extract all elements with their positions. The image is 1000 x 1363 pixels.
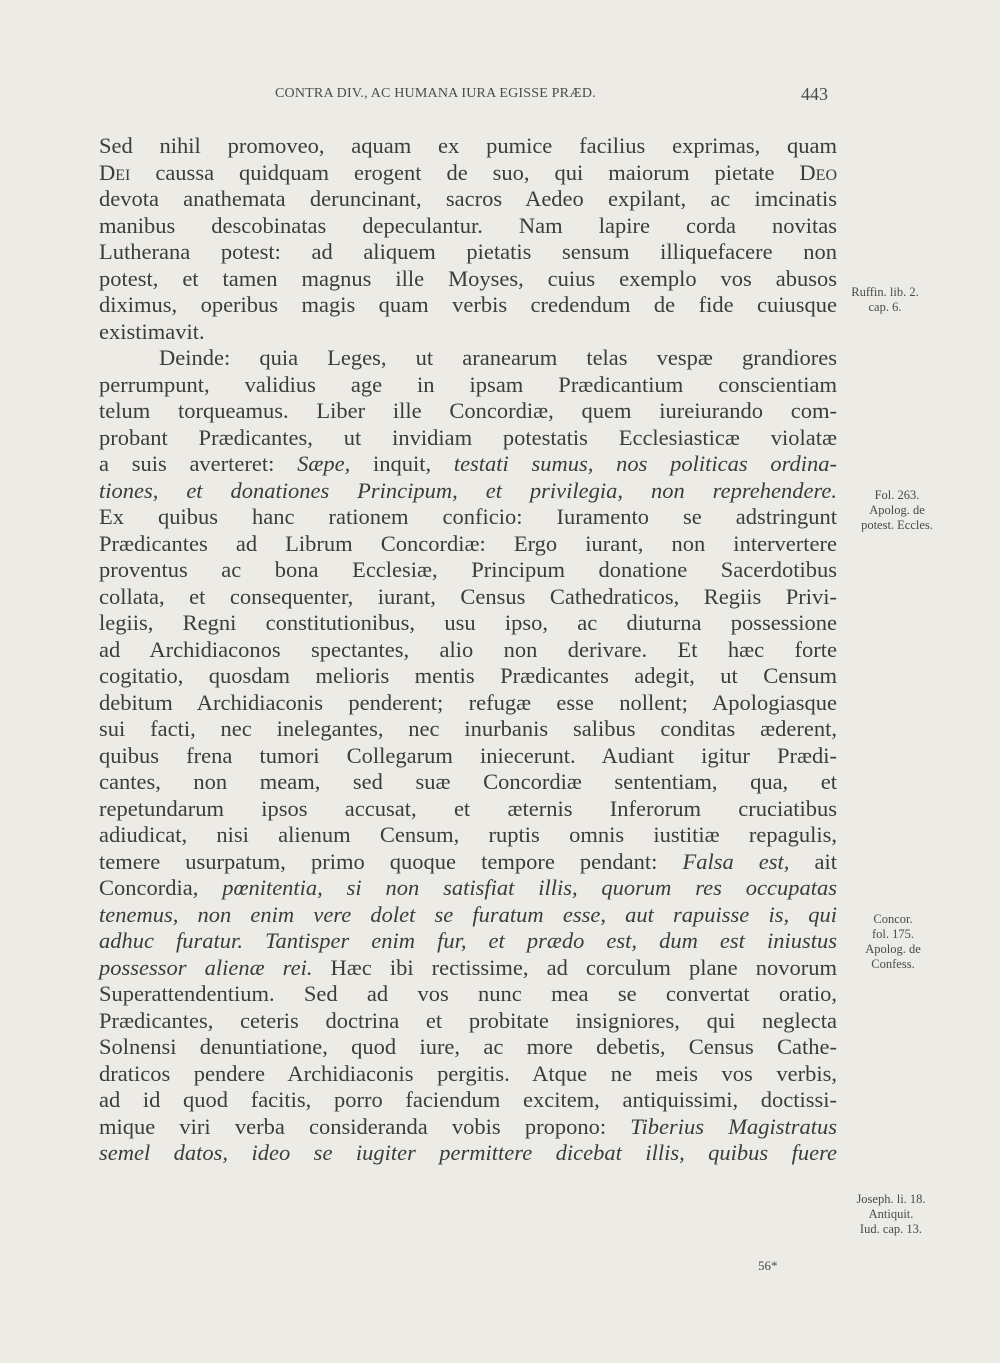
text-line [99, 345, 837, 372]
text-line [99, 319, 837, 346]
text-line [99, 1114, 837, 1141]
text-line [99, 743, 837, 770]
margin-note-line: Confess. [871, 957, 915, 971]
body-text [99, 133, 837, 1167]
text-line [99, 213, 837, 240]
text-run: existimavit. [99, 318, 205, 344]
text-run: cogitatio, quosdam melioris mentis Prædicantes adegit, ut Censum [99, 663, 837, 688]
text-run: ait [789, 848, 837, 874]
text-line [99, 1140, 837, 1167]
text-run: testati sumus, nos politicas ordina- [453, 451, 837, 476]
margin-note-line: Apolog. de [865, 942, 921, 956]
text-run: Ex quibus hanc rationem conficio: Iuramento se adstringunt [99, 504, 837, 529]
signature-mark: 56* [758, 1258, 778, 1273]
text-run: Superattendentium. Sed ad vos nunc mea se convertat oratio, [99, 981, 837, 1006]
text-run: Sed nihil promoveo, aquam ex pumice facilius exprimas, quam [99, 133, 837, 158]
text-run: semel datos, ideo se iugiter permittere dicebat illis, quibus fuere [99, 1140, 837, 1165]
text-line [99, 955, 837, 982]
text-run: adhuc furatur. Tantisper enim fur, et prædo est, dum est iniustus [99, 928, 837, 953]
margin-note-line: Joseph. li. 18. [856, 1192, 926, 1206]
text-run: debitum Archidiaconis penderent; refugæ esse nollent; Apologiasque [99, 689, 837, 715]
text-line [99, 822, 837, 849]
margin-note-line: Antiquit. [868, 1207, 914, 1221]
text-run: Lutherana potest: ad aliquem pietatis sensum illiquefacere non [99, 239, 837, 264]
text-run: Deo [799, 159, 837, 185]
text-line [99, 425, 837, 452]
text-run: legiis, Regni constitutionibus, usu ipso, ac diuturna possessione [99, 610, 837, 635]
text-run: sui facti, nec inelegantes, nec inurbanis salibus conditas æderent, [99, 716, 837, 741]
text-line [99, 928, 837, 955]
text-line [99, 902, 837, 929]
text-run: ad id quod facitis, porro faciendum excitem, antiquissimi, doctissi- [99, 1087, 837, 1112]
text-run: tiones, et donationes Principum, et privilegia, non reprehendere. [99, 477, 837, 503]
text-run: Sæpe, [297, 451, 351, 476]
text-run: caussa quidquam erogent de suo, qui maiorum pietate [130, 159, 800, 185]
text-line [99, 981, 837, 1008]
text-run: manibus descobinatas depeculantur. Nam lapire corda novitas [99, 212, 837, 238]
text-line [99, 637, 837, 664]
text-run: perrumpunt, validius age in ipsam Prædicantium conscientiam [99, 371, 837, 397]
text-run: possessor alienæ rei. [99, 954, 313, 980]
text-run: Deinde: quia Leges, ut aranearum telas vespæ grandiores [159, 345, 837, 370]
text-run: Prædicantes ad Librum Concordiæ: Ergo iurant, non intervertere [99, 530, 837, 556]
margin-note-joseph [836, 1192, 946, 1237]
text-run: tenemus, non enim vere dolet se furatum esse, aut rapuisse is, qui [99, 901, 837, 927]
text-line [99, 584, 837, 611]
text-line [99, 663, 837, 690]
text-run: Prædicantes, ceteris doctrina et probitate insigniores, qui neglecta [99, 1007, 837, 1033]
text-run: mique viri verba consideranda vobis propono: [99, 1113, 631, 1139]
margin-note-line: fol. 175. [871, 927, 914, 941]
text-line [99, 1034, 837, 1061]
text-line [99, 504, 837, 531]
text-line [99, 690, 837, 717]
text-run: Solnensi denuntiatione, quod iure, ac more debetis, Census Cathe- [99, 1034, 837, 1059]
text-line [99, 849, 837, 876]
text-line [99, 266, 837, 293]
text-line [99, 160, 837, 187]
text-run: potest, et tamen magnus ille Moyses, cuius exemplo vos abusos [99, 265, 837, 291]
text-line [99, 478, 837, 505]
text-run: diximus, operibus magis quam verbis credendum de fide cuiusque [99, 292, 837, 317]
text-run: probant Prædicantes, ut invidiam potestatis Ecclesiasticæ violatæ [99, 424, 837, 450]
margin-note-line: potest. Eccles. [861, 518, 933, 532]
text-run: ad Archidiaconos spectantes, alio non derivare. Et hæc forte [99, 636, 837, 662]
text-run: quibus frena tumori Collegarum iniecerunt. Audiant igitur Prædi- [99, 742, 837, 768]
text-line [99, 451, 837, 478]
text-run: repetundarum ipsos accusat, et æternis Inferorum cruciatibus [99, 795, 837, 821]
margin-note-fol263 [842, 488, 952, 533]
text-run: temere usurpatum, primo quoque tempore pendant: [99, 848, 683, 874]
margin-note-line: Concor. [873, 912, 913, 926]
text-line [99, 610, 837, 637]
text-run: Tiberius Magistratus [630, 1113, 837, 1139]
margin-note-line: Ruffin. lib. 2. [851, 285, 919, 299]
margin-note-line: Fol. 263. [874, 488, 920, 502]
text-line [99, 372, 837, 399]
text-line [99, 1087, 837, 1114]
text-run: draticos pendere Archidiaconis pergitis. Atque ne meis vos verbis, [99, 1060, 837, 1086]
margin-note-line: Apolog. de [869, 503, 925, 517]
text-run: pœnitentia, si non satisfiat illis, quorum res occupatas [222, 875, 837, 900]
text-line [99, 1008, 837, 1035]
text-line [99, 133, 837, 160]
running-head: CONTRA DIV., AC HUMANA IURA EGISSE PRÆD. [275, 86, 596, 101]
text-line [99, 875, 837, 902]
text-run: Concordia, [99, 875, 223, 900]
text-line [99, 769, 837, 796]
text-line [99, 557, 837, 584]
text-line [99, 186, 837, 213]
text-line [99, 796, 837, 823]
text-run: devota anathemata deruncinant, sacros Aedeo expilant, ac imcinatis [99, 186, 837, 211]
margin-note-line: Iud. cap. 13. [859, 1222, 923, 1236]
text-run: proventus ac bona Ecclesiæ, Principum donatione Sacerdotibus [99, 557, 837, 582]
text-run: telum torqueamus. Liber ille Concordiæ, quem iureiurando com- [99, 398, 837, 423]
text-line [99, 239, 837, 266]
text-line [99, 716, 837, 743]
text-run: inquit, [350, 451, 454, 476]
text-run: collata, et consequenter, iurant, Census Cathedraticos, Regiis Privi- [99, 583, 837, 609]
text-line [99, 292, 837, 319]
text-run: adiudicat, nisi alienum Censum, ruptis omnis iustitiæ repagulis, [99, 822, 837, 847]
text-line [99, 398, 837, 425]
page-number: 443 [801, 84, 828, 104]
text-run: cantes, non meam, sed suæ Concordiæ sententiam, qua, et [99, 769, 837, 794]
text-line [99, 1061, 837, 1088]
text-run: Falsa est, [682, 848, 790, 874]
text-line [99, 531, 837, 558]
margin-note-ruffin [830, 285, 940, 315]
text-run: Hæc ibi rectissime, ad corculum plane novorum [312, 954, 837, 980]
margin-note-concor [838, 912, 948, 972]
margin-note-line: cap. 6. [868, 300, 902, 314]
text-run: a suis averteret: [99, 451, 298, 476]
text-run: Dei [99, 159, 131, 185]
